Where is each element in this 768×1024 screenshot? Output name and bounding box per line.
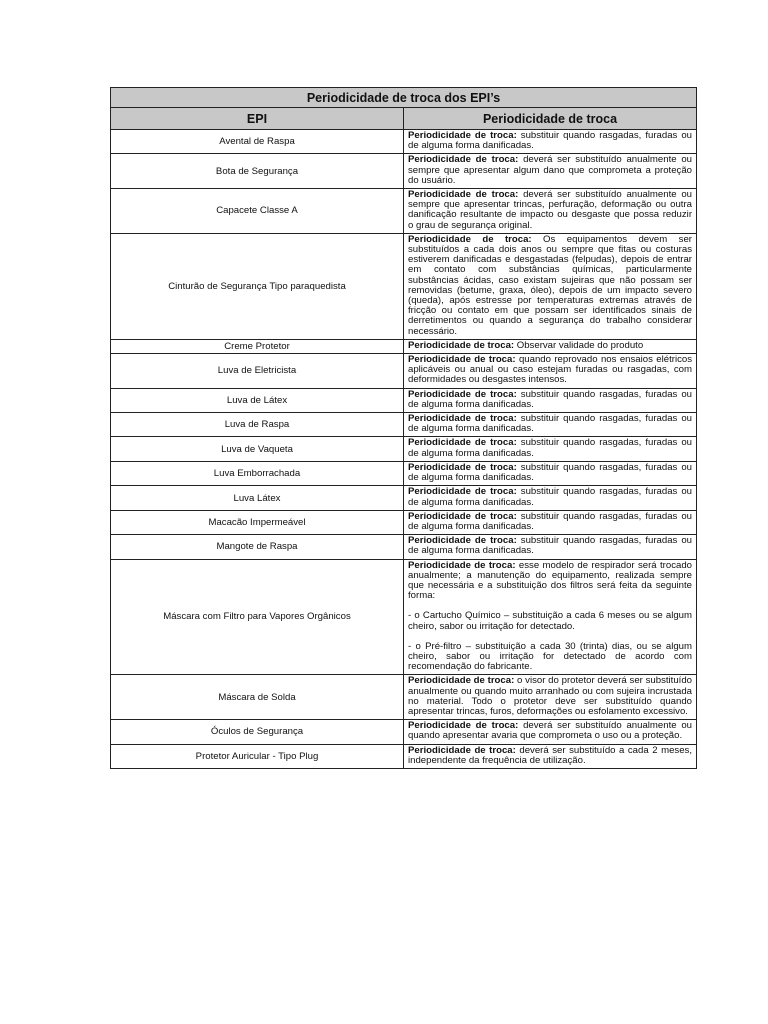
- periodicidade-paragraph: [408, 536, 692, 556]
- table-row: [111, 388, 697, 412]
- table-row: [111, 233, 697, 339]
- table-row: [111, 339, 697, 353]
- periodicidade-cell: [404, 510, 697, 534]
- periodicidade-label: Periodicidade de troca:: [408, 354, 516, 366]
- periodicidade-cell: [404, 675, 697, 720]
- periodicidade-text: Os equipamentos devem ser substituídos a cada dois anos ou sempre que fitas ou costuras estiverem danificadas e desgastadas (felpudas), depois de entrar em contato com substâncias químicas, particularmente substâncias ácidas, caso existam sujeiras que não possam ser removidas (betume, graxa, óleo), depois de um impacto severo (queda), após estresse por temperaturas extremas através de fricção ou contato em que possam ser identificados sinais de derretimentos ou quando a segurança do trabalho considerar necessário.: [408, 233, 693, 337]
- periodicidade-text: substituir quando rasgadas, furadas ou de alguma forma danificadas.: [408, 535, 693, 557]
- epi-name-cell: Luva de Eletricista: [111, 354, 404, 389]
- periodicidade-paragraph: [408, 438, 692, 458]
- periodicidade-label: Periodicidade de troca:: [408, 675, 515, 687]
- table-row: [111, 559, 697, 675]
- epi-table: [110, 87, 697, 769]
- periodicidade-cell: [404, 354, 697, 389]
- epi-name-cell: Máscara de Solda: [111, 675, 404, 720]
- periodicidade-paragraph: [408, 155, 692, 186]
- epi-name-cell: Luva Látex: [111, 486, 404, 510]
- table-row: [111, 189, 697, 234]
- epi-name-cell: Capacete Classe A: [111, 189, 404, 234]
- epi-name-cell: Creme Protetor: [111, 339, 404, 353]
- table-row: [111, 413, 697, 437]
- periodicidade-paragraph: [408, 746, 692, 766]
- periodicidade-text: substituir quando rasgadas, furadas ou de alguma forma danificadas.: [408, 437, 693, 459]
- epi-name-cell: Luva de Raspa: [111, 413, 404, 437]
- periodicidade-text: Observar validade do produto: [514, 339, 644, 351]
- periodicidade-cell: [404, 339, 697, 353]
- epi-name-cell: Óculos de Segurança: [111, 720, 404, 744]
- periodicidade-text: deverá ser substituído a cada 2 meses, independente da frequência de utilização.: [408, 744, 693, 766]
- periodicidade-cell: [404, 413, 697, 437]
- periodicidade-paragraph: [408, 390, 692, 410]
- periodicidade-text: esse modelo de respirador será trocado anualmente; a manutenção do equipamento, realizada sempre que necessária e a substituição dos filtros será feita da seguinte forma:: [408, 559, 693, 602]
- periodicidade-paragraph: [408, 463, 692, 483]
- table-row: [111, 535, 697, 559]
- periodicidade-label: Periodicidade de troca:: [408, 388, 517, 400]
- periodicidade-paragraph: [408, 676, 692, 717]
- periodicidade-paragraph: [408, 355, 692, 386]
- periodicidade-cell: [404, 130, 697, 154]
- epi-name-cell: Luva Emborrachada: [111, 461, 404, 485]
- epi-name-cell: Luva de Látex: [111, 388, 404, 412]
- periodicidade-label: Periodicidade de troca:: [408, 413, 517, 425]
- periodicidade-cell: [404, 388, 697, 412]
- periodicidade-text: substituir quando rasgadas, furadas ou de alguma forma danificadas.: [408, 130, 693, 152]
- column-header-periodicidade: Periodicidade de troca: [404, 108, 697, 130]
- epi-name-cell: Bota de Segurança: [111, 154, 404, 189]
- periodicidade-text: deverá ser substituído anualmente ou sempre que apresentar trincas, perfuração, deformação ou outra danificação resultante de impacto ou desgaste que possa reduzir o grau de segurança original.: [408, 189, 693, 231]
- periodicidade-label: Periodicidade de troca:: [408, 339, 515, 351]
- epi-name-cell: Avental de Raspa: [111, 130, 404, 154]
- table-row: [111, 437, 697, 461]
- periodicidade-label: Periodicidade de troca:: [408, 461, 517, 473]
- periodicidade-text: substituir quando rasgadas, furadas ou de alguma forma danificadas.: [408, 413, 693, 435]
- epi-name-cell: Mangote de Raspa: [111, 535, 404, 559]
- periodicidade-text: substituir quando rasgadas, furadas ou de alguma forma danificadas.: [408, 510, 693, 532]
- table-row: [111, 461, 697, 485]
- periodicidade-text: - o Pré-filtro – substituição a cada 30 (trinta) dias, ou se algum cheiro, sabor ou irritação for detectado de acordo com recomendação do fabricante.: [408, 640, 693, 673]
- periodicidade-label: Periodicidade de troca:: [408, 559, 516, 571]
- epi-name-cell: Protetor Auricular - Tipo Plug: [111, 744, 404, 768]
- table-row: [111, 744, 697, 768]
- table-row: [111, 486, 697, 510]
- periodicidade-label: Periodicidade de troca:: [408, 437, 517, 449]
- periodicidade-text: - o Cartucho Químico – substituição a cada 6 meses ou se algum cheiro, sabor ou irritação for detectado.: [408, 610, 693, 632]
- periodicidade-paragraph: [408, 235, 692, 337]
- periodicidade-label: Periodicidade de troca:: [408, 720, 519, 732]
- periodicidade-paragraph: [408, 561, 692, 602]
- column-header-epi: EPI: [111, 108, 404, 130]
- periodicidade-paragraph: [408, 512, 692, 532]
- periodicidade-cell: [404, 535, 697, 559]
- periodicidade-cell: [404, 559, 697, 675]
- periodicidade-label: Periodicidade de troca:: [408, 510, 517, 522]
- periodicidade-cell: [404, 233, 697, 339]
- periodicidade-text: deverá ser substituído anualmente ou sempre que apresentar algum dano que comprometa a proteção do usuário.: [408, 154, 693, 186]
- table-title: Periodicidade de troca dos EPI’s: [111, 88, 697, 108]
- periodicidade-cell: [404, 486, 697, 510]
- periodicidade-cell: [404, 461, 697, 485]
- periodicidade-label: Periodicidade de troca:: [408, 130, 517, 141]
- periodicidade-label: Periodicidade de troca:: [408, 154, 519, 166]
- periodicidade-paragraph: [408, 131, 692, 151]
- periodicidade-paragraph: [408, 414, 692, 434]
- periodicidade-label: Periodicidade de troca:: [408, 744, 516, 756]
- periodicidade-cell: [404, 189, 697, 234]
- periodicidade-text: substituir quando rasgadas, furadas ou de alguma forma danificadas.: [408, 461, 693, 484]
- table-row: [111, 720, 697, 744]
- periodicidade-text: substituir quando rasgadas, furadas ou de alguma forma danificadas.: [408, 486, 693, 508]
- periodicidade-label: Periodicidade de troca:: [408, 189, 519, 201]
- periodicidade-paragraph: [408, 642, 692, 673]
- periodicidade-text: quando reprovado nos ensaios elétricos aplicáveis ou anual ou caso estejam furadas ou rasgadas, com deformidades ou desgastes intensos.: [408, 354, 693, 386]
- periodicidade-paragraph: [408, 190, 692, 231]
- table-row: [111, 510, 697, 534]
- epi-name-cell: Luva de Vaqueta: [111, 437, 404, 461]
- periodicidade-text: deverá ser substituído anualmente ou quando apresentar avaria que comprometa o uso ou a proteção.: [408, 720, 693, 742]
- periodicidade-label: Periodicidade de troca:: [408, 486, 517, 498]
- epi-name-cell: Macacão Impermeável: [111, 510, 404, 534]
- periodicidade-paragraph: [408, 487, 692, 507]
- periodicidade-label: Periodicidade de troca:: [408, 535, 517, 547]
- periodicidade-cell: [404, 744, 697, 768]
- table-row: [111, 130, 697, 154]
- periodicidade-paragraph: [408, 341, 692, 351]
- periodicidade-paragraph: [408, 721, 692, 741]
- periodicidade-cell: [404, 154, 697, 189]
- table-row: [111, 354, 697, 389]
- table-row: [111, 675, 697, 720]
- periodicidade-cell: [404, 720, 697, 744]
- periodicidade-cell: [404, 437, 697, 461]
- epi-name-cell: Cinturão de Segurança Tipo paraquedista: [111, 233, 404, 339]
- periodicidade-text: o visor do protetor deverá ser substituído anualmente ou quando muito arranhado ou com sujeira incrustada no material. Todo o protetor deve ser substituído quando apresentar trincas, furos, deformações ou esfolamento excessivo.: [408, 675, 693, 717]
- epi-name-cell: Máscara com Filtro para Vapores Orgânicos: [111, 559, 404, 675]
- periodicidade-label: Periodicidade de troca:: [408, 233, 532, 245]
- periodicidade-paragraph: [408, 611, 692, 631]
- table-row: [111, 154, 697, 189]
- periodicidade-text: substituir quando rasgadas, furadas ou de alguma forma danificadas.: [408, 388, 693, 410]
